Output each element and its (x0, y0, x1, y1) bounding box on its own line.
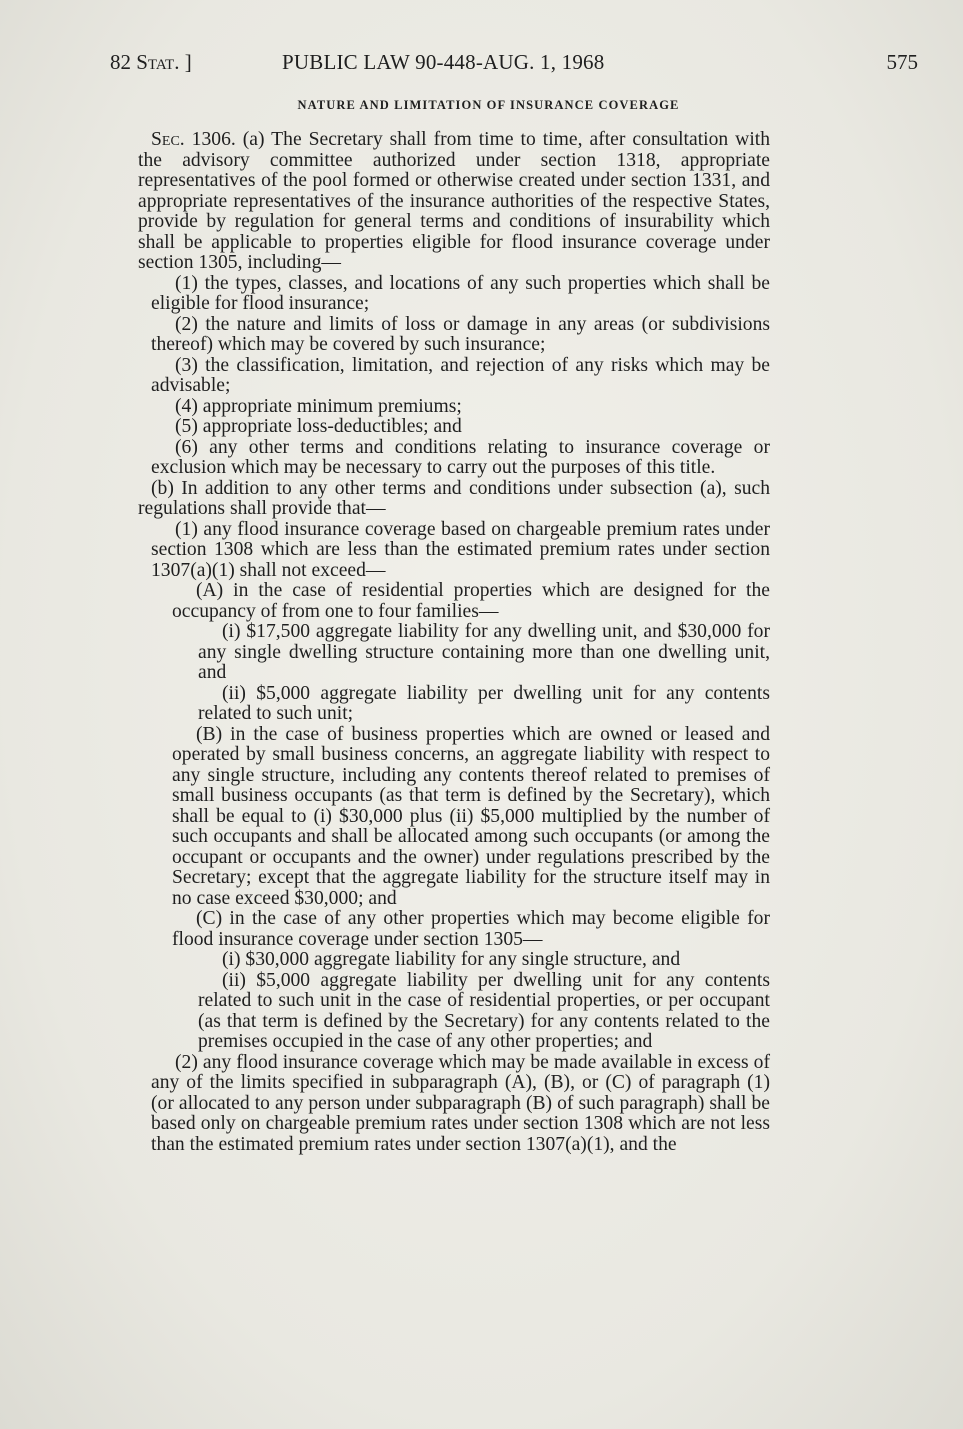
page-header (110, 50, 918, 80)
paragraph-a-2: (2) the nature and limits of loss or damage in any areas (or subdivisions thereof) which may be covered by such insurance; (151, 313, 770, 355)
paragraph-subsection-b: (b) In addition to any other terms and conditions under subsection (a), such regulations shall provide that— (138, 477, 770, 519)
paragraph-b-1-A-i: (i) $17,500 aggregate liability for any dwelling unit, and $30,000 for any single dwelling structure containing more than one dwelling unit, and (198, 621, 770, 683)
subsection-a-text: (a) The Secretary shall from time to time, after consultation with the advisory committee authorized under section 1318, appropriate representatives of the pool formed or otherwise created under section 1331, and appropriate representatives of the insurance authorities of the respective States, provide by regulation for general terms and conditions of insurability which shall be applicable to properties eligible for flood insurance coverage under section 1305, including— (138, 129, 771, 273)
paragraph-b-1-C: (C) in the case of any other properties which may become eligible for flood insurance coverage under section 1305— (172, 908, 770, 950)
section-body (138, 130, 770, 1155)
paragraph-a-6: (6) any other terms and conditions relating to insurance coverage or exclusion which may be necessary to carry out the purposes of this title. (151, 436, 770, 478)
paragraph-b-1-A-ii: (ii) $5,000 aggregate liability per dwelling unit for any contents related to such unit; (198, 682, 770, 724)
paragraph-a-4: (4) appropriate minimum premiums; (175, 395, 462, 417)
paragraph-a-3: (3) the classification, limitation, and rejection of any risks which may be advisable; (151, 354, 770, 396)
paragraph-a-1: (1) the types, classes, and locations of any such properties which shall be eligible for flood insurance; (151, 272, 770, 314)
paragraph-b-1-C-ii: (ii) $5,000 aggregate liability per dwelling unit for any contents related to such unit in the case of residential properties, or per occupant (as that term is defined by the Secretary) for any contents related to the premises occupied in the case of any other properties; and (198, 969, 770, 1052)
paragraph-b-1: (1) any flood insurance coverage based on chargeable premium rates under section 1308 which are less than the estimated premium rates under section 1307(a)(1) shall not exceed— (151, 518, 770, 581)
paragraph-b-1-A: (A) in the case of residential properties which are designed for the occupancy of from one to four families— (172, 580, 770, 622)
paragraph-a-5: (5) appropriate loss-deductibles; and (175, 416, 462, 437)
section-heading: NATURE AND LIMITATION OF INSURANCE COVERAGE (297, 98, 680, 112)
paragraph-b-1-B: (B) in the case of business properties which are owned or leased and operated by small business concerns, an aggregate liability with respect to any single structure, including any contents thereof related to premises of small business occupants (as that term is defined by the Secretary), which shall be equal to (i) $30,000 plus (ii) $5,000 multiplied by the number of such occupants and shall be allocated among such occupants (or among the occupant or occupants and the owner) under regulations prescribed by the Secretary; except that the aggregate liability for the structure itself may in no case exceed $30,000; and (172, 723, 770, 909)
statute-citation: 82 Stat. ] (110, 50, 192, 74)
paragraph-b-1-C-i: (i) $30,000 aggregate liability for any single structure, and (222, 949, 681, 970)
paragraph-b-2: (2) any flood insurance coverage which may be made available in excess of any of the limits specified in subparagraph (A), (B), or (C) of paragraph (1) (or allocated to any person under subparagraph (B) of such paragraph) shall be based only on chargeable premium rates under section 1308 which are not less than the estimated premium rates under section 1307(a)(1), and the (151, 1051, 770, 1155)
section-label: Sec. 1306. (151, 129, 236, 150)
page-number: 575 (886, 50, 918, 74)
paragraph-subsection-a (138, 130, 770, 274)
running-title: PUBLIC LAW 90-448-AUG. 1, 1968 (282, 50, 605, 74)
